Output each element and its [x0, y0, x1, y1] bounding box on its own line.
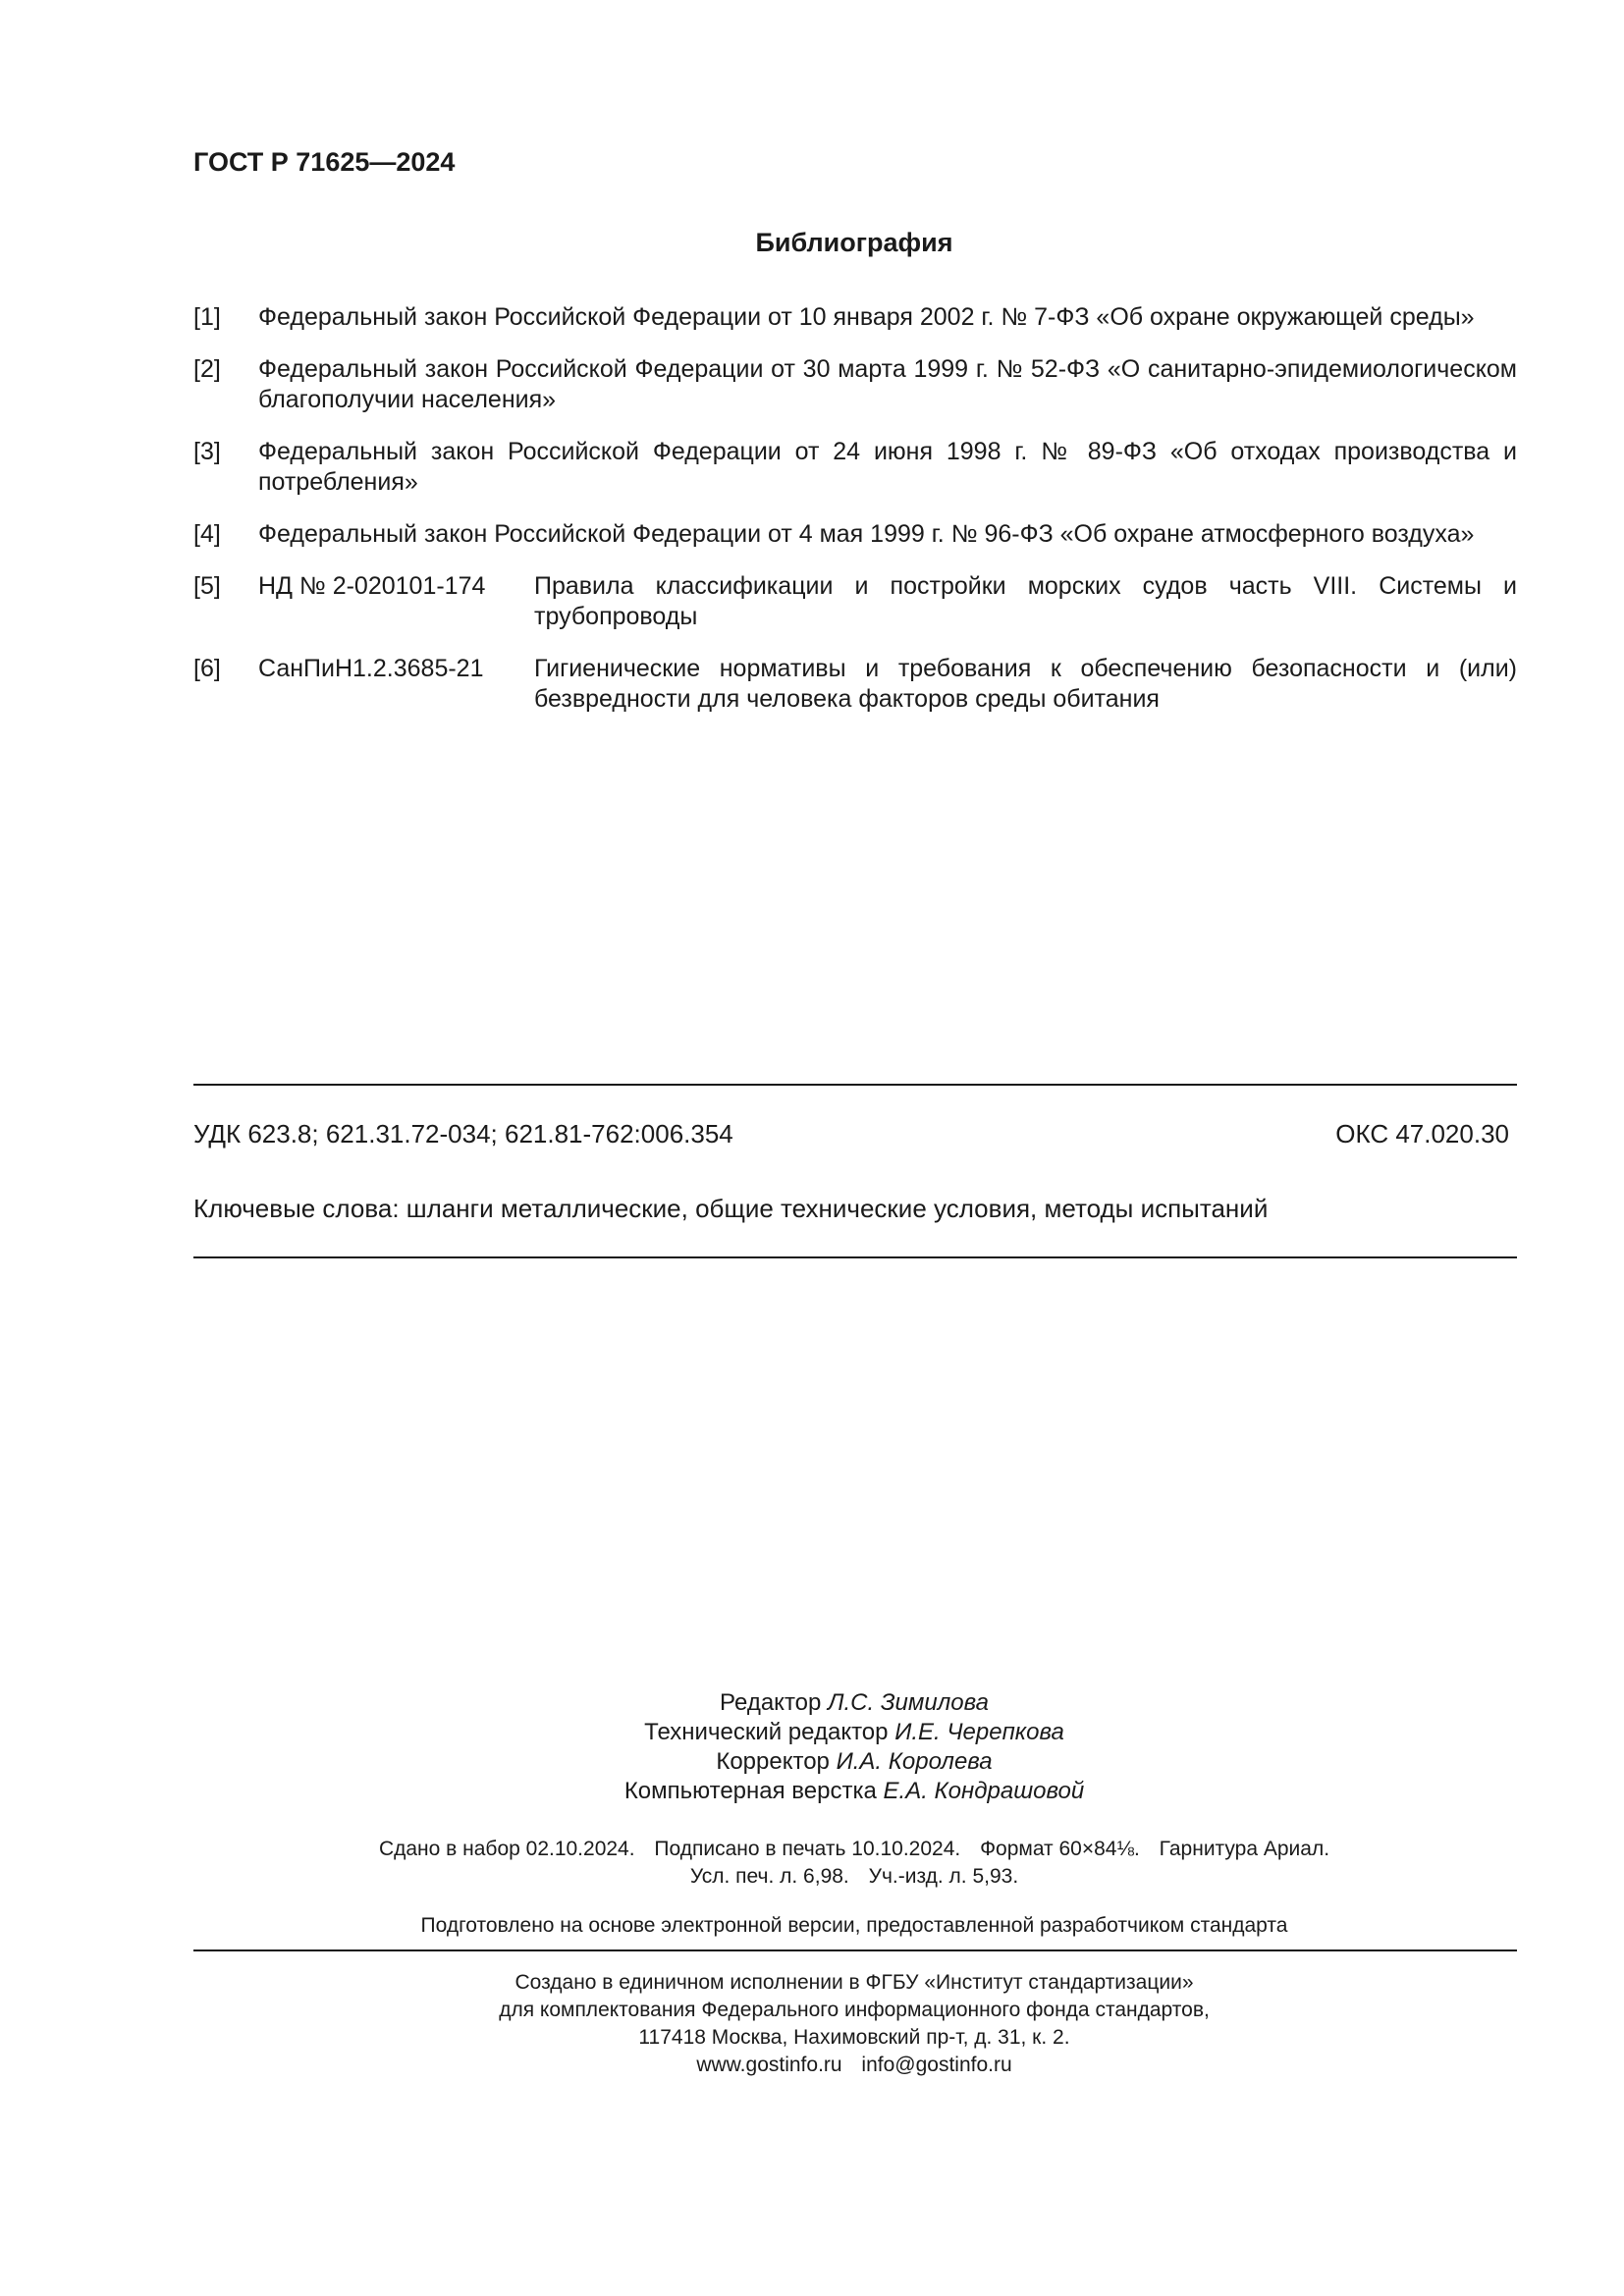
entry-code: СанПиН1.2.3685-21 [258, 655, 484, 682]
entry-description: Правила классификации и постройки морских судов часть VIII. Системы и трубопроводы [534, 572, 1517, 630]
publisher-contacts [0, 2052, 1624, 2079]
entry-number: [5] [193, 572, 221, 600]
editor-name: Л.С. Зимилова [828, 1689, 989, 1716]
entry-number: [6] [193, 655, 221, 682]
publisher-block [0, 1969, 1624, 2079]
bibliography-entry [193, 437, 1517, 498]
corrector-line [0, 1747, 1624, 1777]
bibliography-entry [193, 354, 1517, 415]
tech-editor-line [0, 1718, 1624, 1747]
publisher-line: для комплектования Федерального информационного фонда стандартов, [499, 1999, 1210, 2021]
document-code: ГОСТ Р 71625—2024 [193, 147, 456, 177]
layout-name: Е.А. Кондрашовой [883, 1778, 1085, 1804]
publisher-sheets: Уч.-изд. л. 5,93. [868, 1865, 1019, 1888]
entry-number: [2] [193, 355, 221, 383]
editor-line [0, 1688, 1624, 1718]
tech-editor-label: Технический редактор [644, 1719, 889, 1745]
bibliography-title: Библиография [755, 228, 953, 257]
print-format: Формат 60×84⅛. [980, 1838, 1140, 1860]
entry-text: Федеральный закон Российской Федерации от 30 марта 1999 г. № 52-ФЗ «О санитарно-эпидемиологическом благополучии населения» [258, 355, 1517, 413]
divider-bottom [193, 1256, 1517, 1258]
entry-number: [1] [193, 303, 221, 331]
publisher-line: Создано в единичном исполнении в ФГБУ «Институт стандартизации» [514, 1971, 1194, 1994]
entry-code: НД № 2-020101-174 [258, 572, 486, 600]
tech-editor-name: И.Е. Черепкова [894, 1719, 1064, 1745]
corrector-name: И.А. Королева [836, 1748, 993, 1775]
typeset-date: Сдано в набор 02.10.2024. [378, 1838, 635, 1860]
print-sheets: Усл. печ. л. 6,98. [689, 1865, 849, 1888]
bibliography-entry [193, 571, 1517, 632]
layout-label: Компьютерная верстка [623, 1778, 877, 1804]
editor-label: Редактор [720, 1689, 822, 1716]
udk-code: УДК 623.8; 621.31.72-034; 621.81-762:006.354 [193, 1119, 733, 1148]
prepared-note: Подготовлено на основе электронной версии, предоставленной разработчиком стандарта [420, 1914, 1288, 1937]
bibliography-list [193, 302, 1517, 736]
bibliography-entry [193, 519, 1517, 550]
entry-text: Федеральный закон Российской Федерации от 24 июня 1998 г. № 89-ФЗ «Об отходах производства и потребления» [258, 438, 1517, 496]
divider-top [193, 1084, 1517, 1086]
divider-imprint [193, 1949, 1517, 1951]
credits-block [0, 1688, 1624, 1806]
corrector-label: Корректор [716, 1748, 830, 1775]
bibliography-entry [193, 302, 1517, 333]
oks-code: ОКС 47.020.30 [1335, 1119, 1509, 1148]
entry-number: [3] [193, 438, 221, 465]
email-link[interactable]: info@gostinfo.ru [861, 2054, 1012, 2076]
entry-description: Гигиенические нормативы и требования к обеспечению безопасности и (или) безвредности для человека факторов среды обитания [534, 655, 1517, 713]
publisher-address: 117418 Москва, Нахимовский пр-т, д. 31, к. 2. [638, 2026, 1070, 2049]
entry-text: Федеральный закон Российской Федерации от 4 мая 1999 г. № 96-ФЗ «Об охране атмосферного воздуха» [258, 520, 1475, 548]
website-link[interactable]: www.gostinfo.ru [696, 2054, 842, 2076]
entry-number: [4] [193, 520, 221, 548]
entry-text: Федеральный закон Российской Федерации от 10 января 2002 г. № 7-ФЗ «Об охране окружающей среды» [258, 303, 1475, 331]
imprint-block [0, 1836, 1624, 1891]
signed-date: Подписано в печать 10.10.2024. [654, 1838, 961, 1860]
bibliography-entry [193, 654, 1517, 715]
keywords: Ключевые слова: шланги металлические, общие технические условия, методы испытаний [193, 1194, 1269, 1223]
typeface: Гарнитура Ариал. [1159, 1838, 1330, 1860]
layout-line [0, 1777, 1624, 1806]
